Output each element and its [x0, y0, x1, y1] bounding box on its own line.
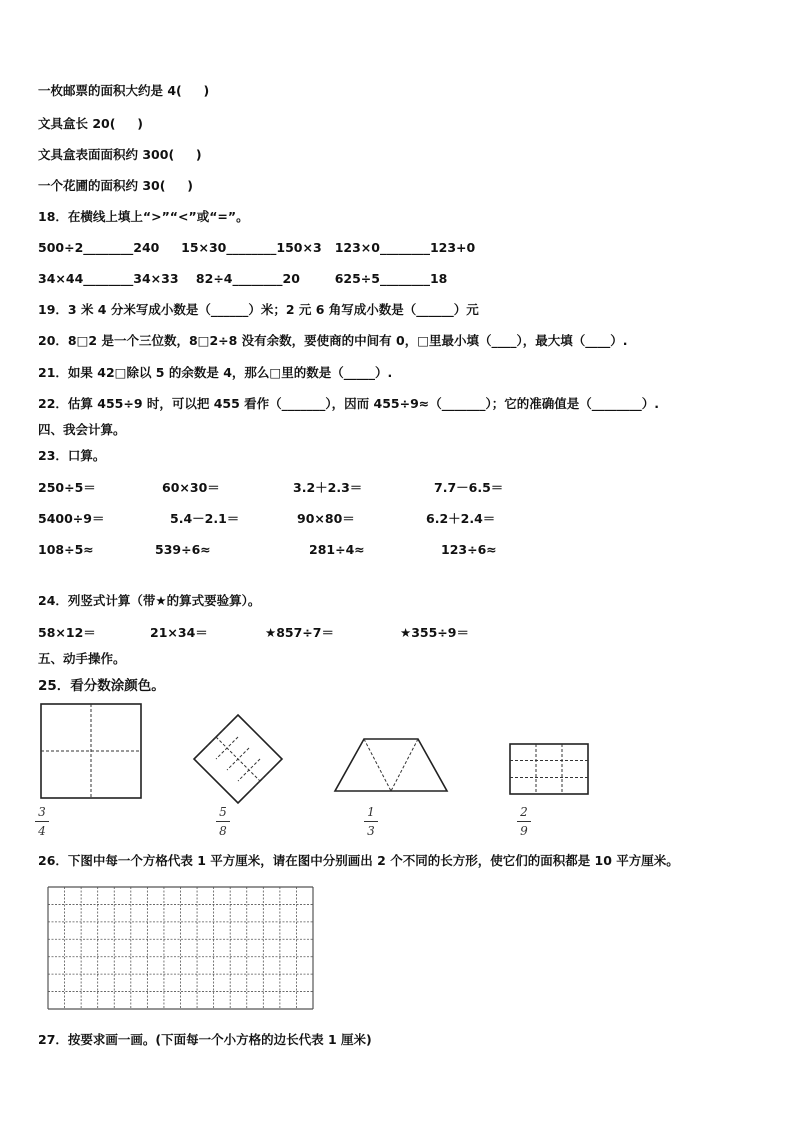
fill-unit-garden-area: 一个花圃的面积约 30( )	[38, 178, 193, 193]
q18-row-2: 34×44________34×33 82÷4________20 625÷5________18	[38, 271, 448, 286]
q21: 21．如果 42□除以 5 的余数是 4，那么□里的数是（_____）.	[38, 365, 393, 380]
q24-item: 58×12＝	[38, 625, 96, 640]
figure-trapezoid-thirds[interactable]	[334, 738, 448, 792]
fill-unit-pencil-box-area: 文具盒表面面积约 300( )	[38, 147, 202, 162]
q23-item: 90×80＝	[297, 511, 355, 526]
fill-unit-stamp: 一枚邮票的面积大约是 4( )	[38, 83, 210, 98]
q27-title: 27．按要求画一画。(下面每一个小方格的边长代表 1 厘米)	[38, 1032, 372, 1047]
q23-item: 7.7－6.5＝	[434, 480, 504, 495]
figure-square-quarters[interactable]	[40, 703, 142, 799]
fill-unit-pencil-box-length: 文具盒长 20( )	[38, 116, 143, 131]
square-grid[interactable]	[47, 886, 314, 1010]
q25-title: 25．看分数涂颜色。	[38, 678, 165, 694]
section-4-heading: 四、我会计算。	[38, 422, 126, 437]
section-5-heading: 五、动手操作。	[38, 651, 126, 666]
q23-item: 5400÷9＝	[38, 511, 105, 526]
figure-rectangle-ninths[interactable]	[509, 743, 589, 795]
q24-item: ★355÷9＝	[400, 625, 469, 640]
q23-title: 23．口算。	[38, 448, 106, 463]
fraction-label: 1 3	[364, 805, 378, 838]
q23-item: 250÷5＝	[38, 480, 96, 495]
q23-item: 3.2＋2.3＝	[293, 480, 363, 495]
fraction-label: 3 4	[35, 805, 49, 838]
fraction-label: 5 8	[216, 805, 230, 838]
q23-item: 123÷6≈	[441, 542, 497, 557]
fraction-label: 2 9	[517, 805, 531, 838]
q18-title: 18．在横线上填上“>”“<”或“=”。	[38, 209, 249, 224]
q20: 20．8□2 是一个三位数，8□2÷8 没有余数，要使商的中间有 0，□里最小填（____），最大填（____）.	[38, 333, 628, 348]
q24-item: ★857÷7＝	[265, 625, 334, 640]
q22: 22．估算 455÷9 时，可以把 455 看作（_______），因而 455÷9≈（_______）；它的准确值是（________）.	[38, 396, 659, 411]
q18-row-1: 500÷2________240 15×30________150×3 123×0________123+0	[38, 240, 476, 255]
q24-item: 21×34＝	[150, 625, 208, 640]
q23-item: 539÷6≈	[155, 542, 211, 557]
q23-item: 6.2＋2.4＝	[426, 511, 496, 526]
q23-item: 5.4－2.1＝	[170, 511, 240, 526]
q26-title: 26．下图中每一个方格代表 1 平方厘米，请在图中分别画出 2 个不同的长方形，使它们的面积都是 10 平方厘米。	[38, 853, 679, 868]
q19: 19．3 米 4 分米写成小数是（______）米；2 元 6 角写成小数是（______）元	[38, 302, 479, 317]
q24-title: 24．列竖式计算（带★的算式要验算）。	[38, 593, 261, 608]
figure-diamond-eighths[interactable]	[193, 714, 283, 804]
q23-item: 108÷5≈	[38, 542, 94, 557]
q23-item: 60×30＝	[162, 480, 220, 495]
q23-item: 281÷4≈	[309, 542, 365, 557]
